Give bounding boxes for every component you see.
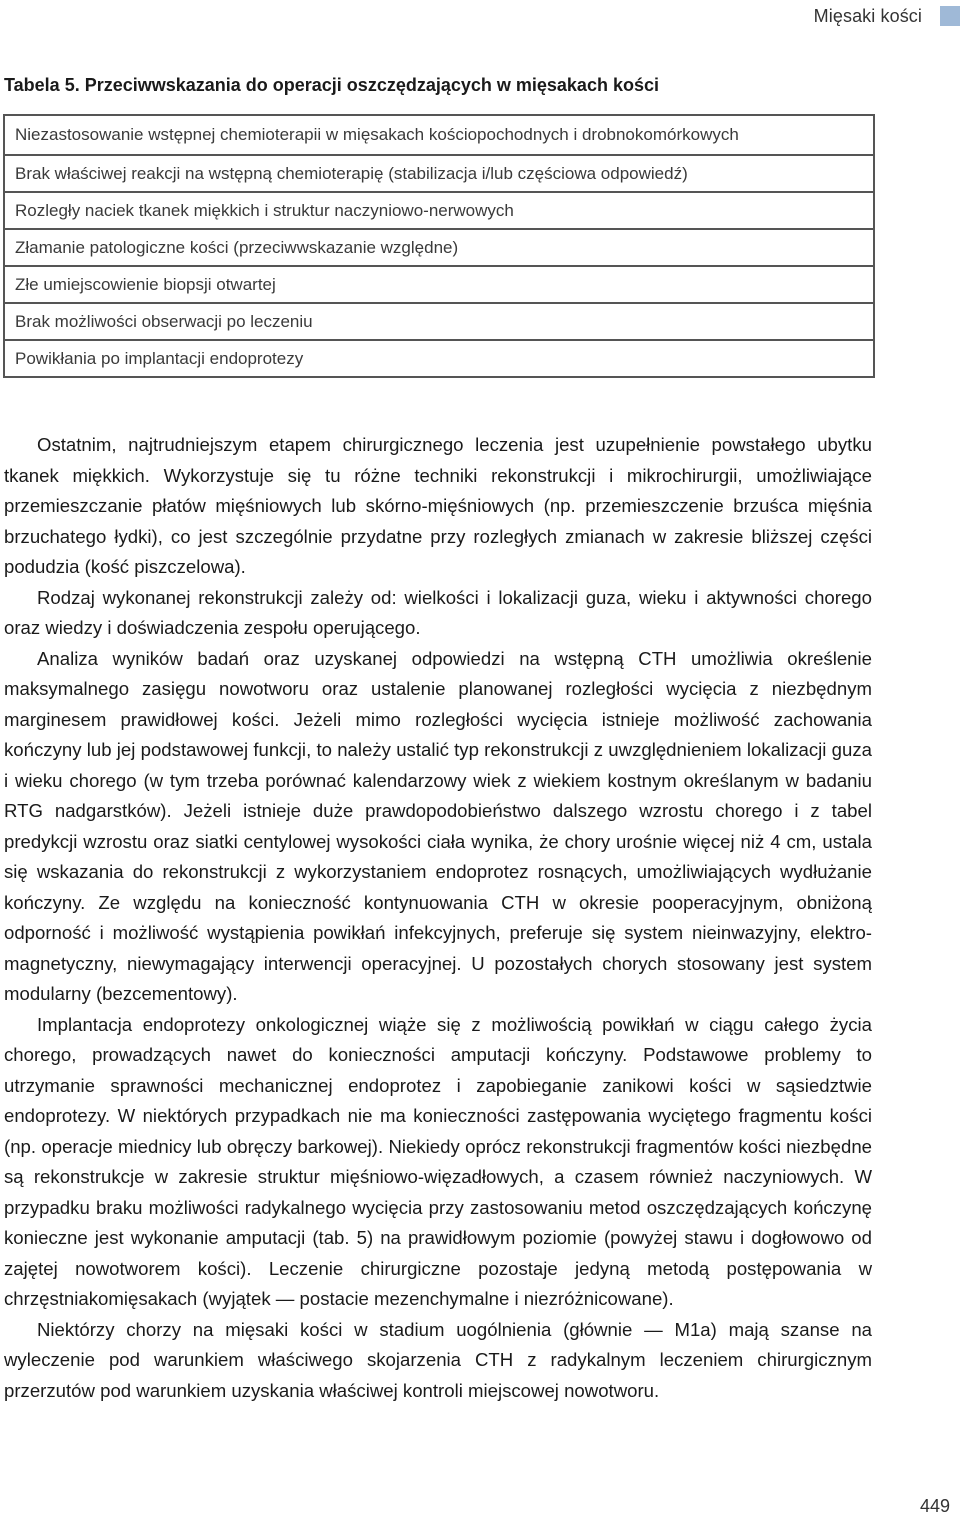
paragraph: Ostatnim, najtrudniejszym etapem chirurgicznego leczenia jest uzupełnienie powstałego ubytku tkanek miękkich. Wykorzystuje się tu różne techniki rekonstrukcji i mikrochirurgii, umożliwiające przemieszczanie płatów mięśniowych lub skórno-mięśniowych (np. przemieszczenie brzuśca mięśnia brzuchatego łydki), co jest szczególnie przydatne przy rozległych zmianach w zakresie bliższej części podudzia (kość piszczelowa).: [4, 434, 872, 577]
table-row: Złe umiejscowienie biopsji otwartej: [5, 265, 873, 302]
running-title: Mięsaki kości: [813, 5, 922, 26]
paragraph: Analiza wyników badań oraz uzyskanej odpowiedzi na wstępną CTH umożliwia określenie maksymalnego zasięgu nowotworu oraz ustalenie planowanej rozległości wycięcia z niezbędnym marginesem prawidłowej kości. Jeżeli mimo rozległości wycięcia istnieje możliwość zachowania kończyny lub jej podstawowej funkcji, to należy ustalić typ rekonstrukcji z uwzględnieniem lokalizacji guza i wieku chorego (w tym trzeba porównać kalendarzowy wiek z wiekiem kostnym określanym w badaniu RTG nadgarstków). Jeżeli istnieje duże prawdopodobieństwo dalszego wzrostu chorego i z tabel predykcji wzrostu oraz siatki centylowej wysokości ciała wynika, że chory urośnie więcej niż 4 cm, ustala się wskazania do rekonstrukcji z wykorzystaniem endoprotez rosnących, umożliwiających wydłużanie kończyny. Ze względu na konieczność kontynuowania CTH w okresie pooperacyjnym, obniżoną odporność i możliwość wystąpienia powikłań infekcyjnych, preferuje się system nieinwazyjny, elektromagnetyczny, niewymagający interwencji operacyjnej. U pozostałych chorych stosowany jest system modularny (bezcementowy).: [4, 647, 872, 1004]
paragraph: Implantacja endoprotezy onkologicznej wiąże się z możliwością powikłań w ciągu całego życia chorego, prowadzących nawet do konieczności amputacji kończyny. Podstawowe problemy to utrzymanie sprawności mechanicznej endoprotez i zapobieganie zanikowi kości w sąsiedztwie endoprotezy. W niektórych przypadkach nie ma konieczności zastępowania wyciętego fragmentu kości (np. operacje miednicy lub obręczy barkowej). Niekiedy oprócz rekonstrukcji fragmentów kości niezbędne są rekonstrukcje w zakresie struktur mięśniowo-więzadłowych, a czasem również naczyniowych. W przypadku braku możliwości radykalnego wycięcia przy zastosowaniu metod oszczędzających kończynę konieczne jest wykonanie amputacji (tab. 5) na prawidłowym poziomie (powyżej stawu i dogłowowo od zajętej nowotworem kości). Leczenie chirurgiczne pozostaje jedyną metodą postępowania w chrzęstniakomięsakach (wyjątek — postacie mezenchymalne i niezróżnicowane).: [4, 1013, 872, 1309]
table-row: Powikłania po implantacji endoprotezy: [5, 339, 873, 376]
page-number: 449: [919, 1496, 950, 1516]
table-title: Tabela 5. Przeciwwskazania do operacji oszczędzających w mięsakach kości: [4, 75, 659, 95]
contraindications-table: [3, 114, 875, 378]
table-row: Złamanie patologiczne kości (przeciwwskazanie względne): [5, 228, 873, 265]
paragraph: Rodzaj wykonanej rekonstrukcji zależy od: wielkości i lokalizacji guza, wieku i aktywności chorego oraz wiedzy i doświadczenia zespołu operującego.: [4, 586, 872, 638]
header-accent-square: [940, 6, 960, 26]
table-row: Niezastosowanie wstępnej chemioterapii w mięsakach kościopochodnych i drobnokomórkowych: [15, 125, 739, 144]
table-row: Brak właściwej reakcji na wstępną chemioterapię (stabilizacja i/lub częściowa odpowiedź): [5, 154, 873, 191]
body-text: [4, 430, 872, 1406]
table-row: Rozległy naciek tkanek miękkich i struktur naczyniowo-nerwowych: [5, 191, 873, 228]
table-row: Brak możliwości obserwacji po leczeniu: [5, 302, 873, 339]
running-header: [814, 4, 960, 28]
paragraph: Niektórzy chorzy na mięsaki kości w stadium uogólnienia (głównie — M1a) mają szanse na wyleczenie pod warunkiem właściwego skojarzenia CTH z radykalnym leczeniem chirurgicznym przerzutów pod warunkiem uzyskania właściwej kontroli miejscowej nowotworu.: [4, 1318, 872, 1401]
